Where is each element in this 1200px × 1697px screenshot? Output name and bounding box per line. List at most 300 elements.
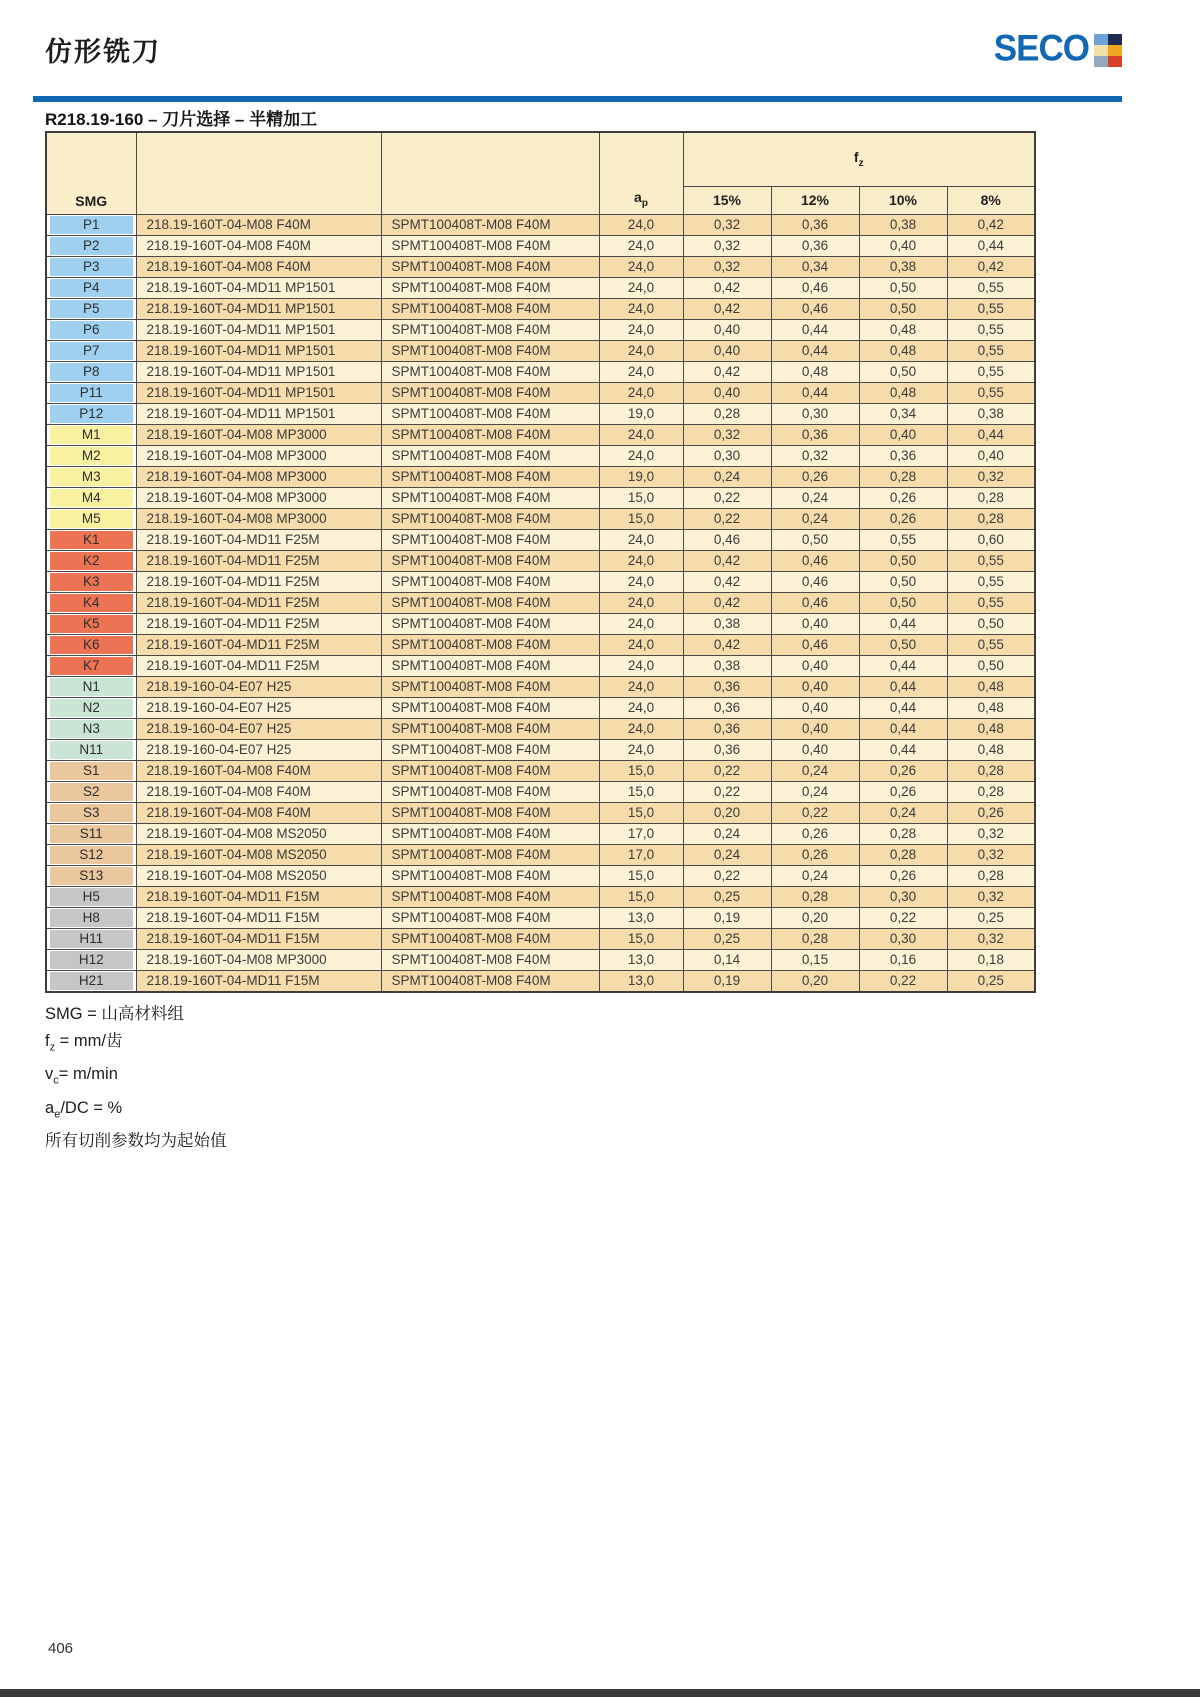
table-row: [46, 508, 1035, 529]
smg-group-chip: M3: [50, 468, 133, 486]
ap-cell: 24,0: [599, 529, 683, 550]
cutter-designation-cell: 218.19-160T-04-MD11 MP1501: [136, 340, 381, 361]
fz-value-cell: 0,28: [947, 781, 1035, 802]
fz-value-cell: 0,24: [771, 760, 859, 781]
footnote-line: $a_e/DC$ = %: [45, 1098, 123, 1120]
header-divider: [33, 96, 1122, 102]
smg-cell: [46, 697, 136, 718]
cutter-designation-cell: 218.19-160T-04-MD11 F15M: [136, 970, 381, 992]
cutter-designation-cell: 218.19-160T-04-M08 F40M: [136, 760, 381, 781]
fz-value-cell: 0,50: [859, 592, 947, 613]
smg-group-chip: N3: [50, 720, 133, 738]
fz-value-cell: 0,50: [859, 571, 947, 592]
smg-cell: [46, 214, 136, 235]
logo-square-icon: [1094, 45, 1108, 56]
fz-value-cell: 0,36: [683, 739, 771, 760]
fz-value-cell: 0,40: [771, 613, 859, 634]
smg-group-chip: P8: [50, 363, 133, 381]
fz-value-cell: 0,44: [859, 739, 947, 760]
fz-value-cell: 0,40: [771, 739, 859, 760]
cutter-designation-cell: 218.19-160T-04-MD11 MP1501: [136, 382, 381, 403]
table-row: [46, 949, 1035, 970]
fz-value-cell: 0,50: [947, 613, 1035, 634]
smg-cell: [46, 739, 136, 760]
page-title: 仿形铣刀: [45, 37, 161, 68]
cutter-designation-cell: 218.19-160T-04-MD11 F15M: [136, 886, 381, 907]
fz-value-cell: 0,44: [859, 655, 947, 676]
smg-cell: [46, 571, 136, 592]
ap-cell: 15,0: [599, 928, 683, 949]
fz-value-cell: 0,19: [683, 907, 771, 928]
fz-value-cell: 0,48: [947, 676, 1035, 697]
cutter-designation-cell: 218.19-160-04-E07 H25: [136, 697, 381, 718]
fz-value-cell: 0,50: [947, 655, 1035, 676]
insert-designation-cell: SPMT100408T-M08 F40M: [381, 235, 599, 256]
fz-value-cell: 0,25: [947, 907, 1035, 928]
insert-designation-cell: SPMT100408T-M08 F40M: [381, 256, 599, 277]
fz-value-cell: 0,44: [771, 319, 859, 340]
table-row: [46, 760, 1035, 781]
fz-value-cell: 0,25: [683, 928, 771, 949]
table-row: [46, 550, 1035, 571]
fz-value-cell: 0,22: [683, 508, 771, 529]
smg-cell: [46, 802, 136, 823]
insert-designation-cell: SPMT100408T-M08 F40M: [381, 676, 599, 697]
cutter-designation-cell: 218.19-160T-04-MD11 F25M: [136, 634, 381, 655]
fz-value-cell: 0,38: [859, 214, 947, 235]
logo-square-icon: [1094, 56, 1108, 67]
fz-value-cell: 0,42: [683, 298, 771, 319]
insert-designation-cell: SPMT100408T-M08 F40M: [381, 760, 599, 781]
smg-group-chip: N2: [50, 699, 133, 717]
smg-group-chip: P12: [50, 405, 133, 423]
insert-designation-cell: SPMT100408T-M08 F40M: [381, 718, 599, 739]
fz-value-cell: 0,22: [859, 970, 947, 992]
fz-value-cell: 0,36: [771, 214, 859, 235]
fz-value-cell: 0,26: [859, 487, 947, 508]
fz-value-cell: 0,48: [859, 382, 947, 403]
fz-value-cell: 0,32: [947, 886, 1035, 907]
smg-group-chip: M4: [50, 489, 133, 507]
column-header-fz: $f_z$: [683, 132, 1035, 186]
insert-designation-cell: SPMT100408T-M08 F40M: [381, 634, 599, 655]
fz-value-cell: 0,30: [859, 928, 947, 949]
cutter-designation-cell: 218.19-160T-04-M08 F40M: [136, 781, 381, 802]
ap-cell: 15,0: [599, 865, 683, 886]
ap-cell: 24,0: [599, 298, 683, 319]
table-row: [46, 655, 1035, 676]
cutter-designation-cell: 218.19-160T-04-MD11 MP1501: [136, 403, 381, 424]
smg-group-chip: S3: [50, 804, 133, 822]
smg-cell: [46, 256, 136, 277]
smg-group-chip: P2: [50, 237, 133, 255]
page-bottom-bar: [0, 1689, 1200, 1697]
ap-cell: 15,0: [599, 886, 683, 907]
ap-cell: 17,0: [599, 823, 683, 844]
column-header-ap: $a_p$: [599, 132, 683, 214]
fz-value-cell: 0,22: [683, 760, 771, 781]
cutter-designation-cell: 218.19-160T-04-MD11 F15M: [136, 907, 381, 928]
section-heading: R218.19-160 – 刀片选择 – 半精加工: [45, 110, 318, 129]
column-header-smg: SMG: [46, 132, 136, 214]
fz-value-cell: 0,50: [859, 298, 947, 319]
footnote-line: 所有切削参数均为起始值: [45, 1131, 227, 1150]
cutter-designation-cell: 218.19-160T-04-MD11 MP1501: [136, 277, 381, 298]
fz-value-cell: 0,55: [947, 592, 1035, 613]
fz-value-cell: 0,55: [947, 361, 1035, 382]
insert-designation-cell: SPMT100408T-M08 F40M: [381, 298, 599, 319]
fz-value-cell: 0,44: [859, 718, 947, 739]
smg-group-chip: P3: [50, 258, 133, 276]
fz-value-cell: 0,55: [947, 571, 1035, 592]
table-row: [46, 697, 1035, 718]
cutter-designation-cell: 218.19-160T-04-M08 F40M: [136, 256, 381, 277]
column-header-fz-8: 8%: [947, 186, 1035, 214]
fz-value-cell: 0,50: [859, 277, 947, 298]
insert-designation-cell: SPMT100408T-M08 F40M: [381, 907, 599, 928]
smg-cell: [46, 760, 136, 781]
smg-cell: [46, 298, 136, 319]
fz-value-cell: 0,38: [683, 655, 771, 676]
ap-cell: 24,0: [599, 235, 683, 256]
fz-value-cell: 0,32: [683, 214, 771, 235]
smg-cell: [46, 634, 136, 655]
ap-cell: 24,0: [599, 592, 683, 613]
fz-value-cell: 0,24: [683, 844, 771, 865]
fz-value-cell: 0,40: [683, 340, 771, 361]
table-row: [46, 718, 1035, 739]
smg-cell: [46, 823, 136, 844]
table-row: [46, 739, 1035, 760]
fz-value-cell: 0,25: [947, 970, 1035, 992]
fz-value-cell: 0,40: [683, 319, 771, 340]
table-row: [46, 865, 1035, 886]
fz-value-cell: 0,32: [683, 235, 771, 256]
insert-designation-cell: SPMT100408T-M08 F40M: [381, 739, 599, 760]
table-row: [46, 487, 1035, 508]
smg-group-chip: M5: [50, 510, 133, 528]
smg-group-chip: H5: [50, 888, 133, 906]
table-row: [46, 802, 1035, 823]
fz-value-cell: 0,44: [771, 382, 859, 403]
fz-value-cell: 0,36: [771, 424, 859, 445]
column-header-insert-designation: [381, 132, 599, 214]
insert-designation-cell: SPMT100408T-M08 F40M: [381, 277, 599, 298]
fz-value-cell: 0,19: [683, 970, 771, 992]
fz-value-cell: 0,50: [859, 634, 947, 655]
smg-cell: [46, 508, 136, 529]
fz-value-cell: 0,34: [859, 403, 947, 424]
table-row: [46, 613, 1035, 634]
fz-value-cell: 0,26: [771, 466, 859, 487]
table-row: [46, 214, 1035, 235]
smg-cell: [46, 928, 136, 949]
smg-cell: [46, 949, 136, 970]
fz-value-cell: 0,38: [683, 613, 771, 634]
ap-cell: 24,0: [599, 676, 683, 697]
fz-value-cell: 0,32: [947, 466, 1035, 487]
smg-group-chip: S12: [50, 846, 133, 864]
ap-cell: 13,0: [599, 949, 683, 970]
insert-designation-cell: SPMT100408T-M08 F40M: [381, 823, 599, 844]
fz-value-cell: 0,55: [947, 634, 1035, 655]
ap-cell: 24,0: [599, 361, 683, 382]
footnote-line: SMG = 山高材料组: [45, 1005, 184, 1023]
fz-value-cell: 0,32: [947, 928, 1035, 949]
fz-value-cell: 0,26: [859, 760, 947, 781]
table-row: [46, 886, 1035, 907]
table-row: [46, 424, 1035, 445]
fz-value-cell: 0,44: [859, 613, 947, 634]
smg-group-chip: N11: [50, 741, 133, 759]
seco-logo-squares-icon: [1094, 34, 1122, 67]
smg-cell: [46, 445, 136, 466]
insert-designation-cell: SPMT100408T-M08 F40M: [381, 424, 599, 445]
smg-cell: [46, 613, 136, 634]
fz-value-cell: 0,26: [947, 802, 1035, 823]
fz-value-cell: 0,48: [947, 697, 1035, 718]
table-row: [46, 571, 1035, 592]
fz-value-cell: 0,46: [771, 298, 859, 319]
fz-value-cell: 0,50: [771, 529, 859, 550]
smg-cell: [46, 844, 136, 865]
fz-value-cell: 0,18: [947, 949, 1035, 970]
fz-value-cell: 0,34: [771, 256, 859, 277]
ap-cell: 24,0: [599, 718, 683, 739]
ap-cell: 24,0: [599, 340, 683, 361]
fz-value-cell: 0,20: [771, 970, 859, 992]
cutter-designation-cell: 218.19-160T-04-M08 MP3000: [136, 508, 381, 529]
fz-value-cell: 0,40: [683, 382, 771, 403]
smg-cell: [46, 340, 136, 361]
insert-designation-cell: SPMT100408T-M08 F40M: [381, 781, 599, 802]
footnote-line: $f_z = mm/$齿: [45, 1032, 123, 1054]
table-header: [46, 132, 1035, 214]
fz-value-cell: 0,60: [947, 529, 1035, 550]
insert-designation-cell: SPMT100408T-M08 F40M: [381, 697, 599, 718]
insert-designation-cell: SPMT100408T-M08 F40M: [381, 340, 599, 361]
fz-value-cell: 0,30: [683, 445, 771, 466]
insert-designation-cell: SPMT100408T-M08 F40M: [381, 613, 599, 634]
fz-value-cell: 0,24: [859, 802, 947, 823]
table-row: [46, 781, 1035, 802]
footnotes: [45, 1001, 227, 1155]
logo-square-icon: [1108, 34, 1122, 45]
fz-value-cell: 0,26: [859, 865, 947, 886]
smg-group-chip: M2: [50, 447, 133, 465]
cutter-designation-cell: 218.19-160T-04-MD11 F15M: [136, 928, 381, 949]
cutter-designation-cell: 218.19-160T-04-MD11 F25M: [136, 529, 381, 550]
smg-group-chip: H12: [50, 951, 133, 969]
insert-designation-cell: SPMT100408T-M08 F40M: [381, 802, 599, 823]
fz-value-cell: 0,46: [683, 529, 771, 550]
fz-value-cell: 0,14: [683, 949, 771, 970]
smg-cell: [46, 424, 136, 445]
fz-value-cell: 0,40: [859, 424, 947, 445]
insert-designation-cell: SPMT100408T-M08 F40M: [381, 403, 599, 424]
fz-value-cell: 0,42: [683, 634, 771, 655]
table-row: [46, 928, 1035, 949]
cutter-designation-cell: 218.19-160-04-E07 H25: [136, 739, 381, 760]
ap-cell: 24,0: [599, 445, 683, 466]
smg-group-chip: K3: [50, 573, 133, 591]
fz-value-cell: 0,55: [947, 340, 1035, 361]
ap-cell: 24,0: [599, 655, 683, 676]
table-row: [46, 277, 1035, 298]
smg-cell: [46, 865, 136, 886]
ap-cell: 15,0: [599, 781, 683, 802]
fz-value-cell: 0,28: [947, 865, 1035, 886]
fz-value-cell: 0,48: [859, 319, 947, 340]
smg-group-chip: P5: [50, 300, 133, 318]
smg-cell: [46, 529, 136, 550]
insert-designation-cell: SPMT100408T-M08 F40M: [381, 886, 599, 907]
ap-cell: 24,0: [599, 613, 683, 634]
fz-value-cell: 0,50: [859, 550, 947, 571]
insert-designation-cell: SPMT100408T-M08 F40M: [381, 319, 599, 340]
cutter-designation-cell: 218.19-160T-04-M08 MS2050: [136, 844, 381, 865]
cutter-designation-cell: 218.19-160T-04-MD11 F25M: [136, 571, 381, 592]
ap-cell: 13,0: [599, 907, 683, 928]
fz-value-cell: 0,42: [947, 256, 1035, 277]
fz-value-cell: 0,44: [859, 697, 947, 718]
fz-value-cell: 0,36: [683, 697, 771, 718]
ap-cell: 24,0: [599, 550, 683, 571]
smg-cell: [46, 487, 136, 508]
insert-designation-cell: SPMT100408T-M08 F40M: [381, 844, 599, 865]
fz-value-cell: 0,15: [771, 949, 859, 970]
fz-value-cell: 0,48: [947, 739, 1035, 760]
smg-cell: [46, 382, 136, 403]
ap-cell: 24,0: [599, 697, 683, 718]
fz-value-cell: 0,28: [859, 823, 947, 844]
fz-value-cell: 0,55: [859, 529, 947, 550]
insert-designation-cell: SPMT100408T-M08 F40M: [381, 214, 599, 235]
smg-cell: [46, 319, 136, 340]
smg-cell: [46, 361, 136, 382]
fz-value-cell: 0,40: [771, 655, 859, 676]
smg-group-chip: K7: [50, 657, 133, 675]
fz-value-cell: 0,36: [859, 445, 947, 466]
table-row: [46, 445, 1035, 466]
table-row: [46, 676, 1035, 697]
fz-value-cell: 0,42: [683, 550, 771, 571]
table-row: [46, 403, 1035, 424]
fz-value-cell: 0,22: [683, 865, 771, 886]
ap-cell: 24,0: [599, 739, 683, 760]
ap-cell: 19,0: [599, 466, 683, 487]
cutter-designation-cell: 218.19-160T-04-MD11 MP1501: [136, 298, 381, 319]
smg-cell: [46, 550, 136, 571]
smg-group-chip: P4: [50, 279, 133, 297]
fz-value-cell: 0,46: [771, 571, 859, 592]
table-row: [46, 592, 1035, 613]
fz-value-cell: 0,30: [771, 403, 859, 424]
cutter-designation-cell: 218.19-160T-04-MD11 F25M: [136, 655, 381, 676]
smg-group-chip: K6: [50, 636, 133, 654]
smg-group-chip: S13: [50, 867, 133, 885]
insert-designation-cell: SPMT100408T-M08 F40M: [381, 949, 599, 970]
smg-group-chip: P11: [50, 384, 133, 402]
fz-value-cell: 0,32: [771, 445, 859, 466]
fz-value-cell: 0,42: [683, 592, 771, 613]
logo-square-icon: [1094, 34, 1108, 45]
footnote-line: $v_c= m/\min$: [45, 1065, 118, 1087]
insert-designation-cell: SPMT100408T-M08 F40M: [381, 445, 599, 466]
fz-value-cell: 0,28: [771, 886, 859, 907]
fz-value-cell: 0,28: [947, 487, 1035, 508]
fz-value-cell: 0,48: [771, 361, 859, 382]
cutter-designation-cell: 218.19-160T-04-M08 F40M: [136, 802, 381, 823]
smg-cell: [46, 781, 136, 802]
fz-value-cell: 0,38: [859, 256, 947, 277]
table-row: [46, 907, 1035, 928]
page-header: [45, 30, 1122, 69]
smg-group-chip: H21: [50, 972, 133, 990]
ap-cell: 24,0: [599, 424, 683, 445]
column-header-fz-15: 15%: [683, 186, 771, 214]
smg-group-chip: K5: [50, 615, 133, 633]
smg-cell: [46, 592, 136, 613]
smg-group-chip: H8: [50, 909, 133, 927]
fz-value-cell: 0,22: [859, 907, 947, 928]
fz-value-cell: 0,24: [771, 508, 859, 529]
cutter-designation-cell: 218.19-160T-04-M08 F40M: [136, 214, 381, 235]
smg-group-chip: P7: [50, 342, 133, 360]
smg-group-chip: N1: [50, 678, 133, 696]
cutter-designation-cell: 218.19-160-04-E07 H25: [136, 676, 381, 697]
fz-value-cell: 0,26: [771, 823, 859, 844]
fz-value-cell: 0,16: [859, 949, 947, 970]
smg-cell: [46, 886, 136, 907]
fz-value-cell: 0,30: [859, 886, 947, 907]
smg-group-chip: K1: [50, 531, 133, 549]
fz-value-cell: 0,24: [771, 487, 859, 508]
ap-cell: 24,0: [599, 256, 683, 277]
fz-value-cell: 0,46: [771, 550, 859, 571]
logo-square-icon: [1108, 56, 1122, 67]
ap-cell: 15,0: [599, 760, 683, 781]
fz-value-cell: 0,25: [683, 886, 771, 907]
table-row: [46, 382, 1035, 403]
fz-value-cell: 0,26: [859, 508, 947, 529]
fz-value-cell: 0,46: [771, 277, 859, 298]
ap-cell: 15,0: [599, 802, 683, 823]
table-row: [46, 361, 1035, 382]
fz-value-cell: 0,40: [859, 235, 947, 256]
fz-value-cell: 0,40: [771, 697, 859, 718]
table-row: [46, 844, 1035, 865]
fz-value-cell: 0,32: [947, 823, 1035, 844]
cutter-designation-cell: 218.19-160T-04-M08 MP3000: [136, 487, 381, 508]
fz-value-cell: 0,44: [771, 340, 859, 361]
cutter-designation-cell: 218.19-160T-04-MD11 F25M: [136, 550, 381, 571]
ap-cell: 24,0: [599, 319, 683, 340]
insert-designation-cell: SPMT100408T-M08 F40M: [381, 550, 599, 571]
fz-value-cell: 0,46: [771, 634, 859, 655]
table-row: [46, 298, 1035, 319]
insert-designation-cell: SPMT100408T-M08 F40M: [381, 361, 599, 382]
fz-value-cell: 0,26: [859, 781, 947, 802]
smg-cell: [46, 676, 136, 697]
fz-value-cell: 0,20: [683, 802, 771, 823]
fz-value-cell: 0,40: [771, 676, 859, 697]
fz-value-cell: 0,36: [771, 235, 859, 256]
fz-value-cell: 0,32: [683, 424, 771, 445]
insert-designation-cell: SPMT100408T-M08 F40M: [381, 529, 599, 550]
fz-value-cell: 0,28: [859, 466, 947, 487]
fz-value-cell: 0,22: [683, 781, 771, 802]
